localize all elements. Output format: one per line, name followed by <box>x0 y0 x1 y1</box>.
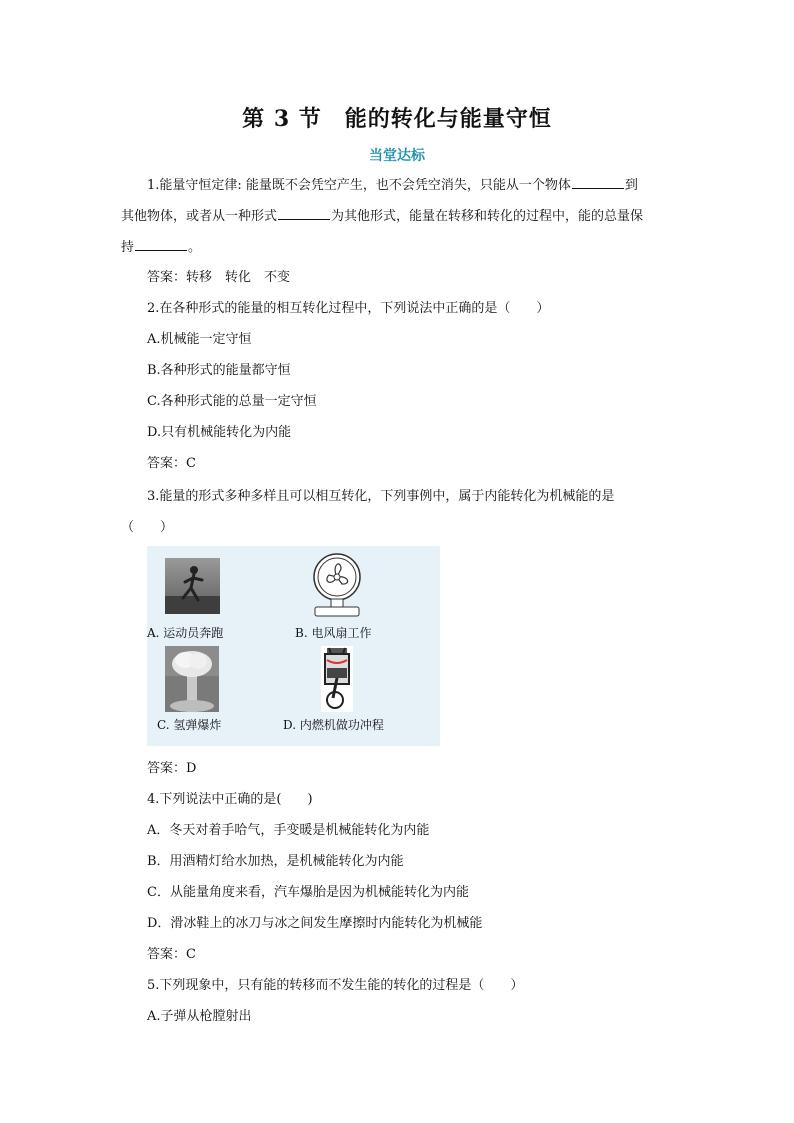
caption-a: A. 运动员奔跑 <box>147 626 224 640</box>
caption-b: B. 电风扇工作 <box>295 626 372 640</box>
q3-figure <box>147 546 440 746</box>
q1-text-6: 。 <box>188 240 202 255</box>
q4-option-d: D．滑冰鞋上的冰刀与冰之间发生摩擦时内能转化为机械能 <box>147 916 483 931</box>
q1-text-4: 为其他形式，能量在转移和转化的过程中，能的总量保 <box>331 209 644 224</box>
page-title: 第 3 节 能的转化与能量守恒 <box>242 106 552 132</box>
q1-blank-2 <box>278 207 330 220</box>
q2-stem: 2.在各种形式的能量的相互转化过程中，下列说法中正确的是（ ） <box>147 301 550 316</box>
q1-text-1: 1.能量守恒定律: 能量既不会凭空产生，也不会凭空消失，只能从一个物体 <box>147 178 571 193</box>
q4-answer: 答案：C <box>147 947 196 962</box>
bomb-explosion-photo <box>165 646 219 712</box>
caption-c: C. 氢弹爆炸 <box>157 718 222 732</box>
q5-stem: 5.下列现象中，只有能的转移而不发生能的转化的过程是（ ） <box>147 978 524 993</box>
q4-stem: 4.下列说法中正确的是( ) <box>147 792 313 807</box>
q2-option-b: B.各种形式的能量都守恒 <box>147 363 291 378</box>
engine-cylinder-icon <box>317 646 357 712</box>
q2-option-d: D.只有机械能转化为内能 <box>147 425 292 440</box>
q1-blank-3 <box>135 238 187 251</box>
q2-option-a: A.机械能一定守恒 <box>147 332 252 347</box>
q2-answer: 答案：C <box>147 456 196 471</box>
runner-photo <box>165 558 220 614</box>
q1-text-2: 到 <box>624 178 638 193</box>
q1-line-3 <box>121 238 201 257</box>
fan-icon <box>307 551 367 619</box>
q1-text-3: 其他物体，或者从一种形式 <box>121 209 278 224</box>
q4-option-c: C．从能量角度来看，汽车爆胎是因为机械能转化为内能 <box>147 885 469 900</box>
q5-option-a: A.子弹从枪膛射出 <box>147 1009 252 1024</box>
q3-paren: （ ） <box>121 520 174 535</box>
q3-stem: 3.能量的形式多种多样且可以相互转化，下列事例中，属于内能转化为机械能的是 <box>147 489 615 504</box>
caption-d: D. 内燃机做功冲程 <box>283 718 384 732</box>
section-subtitle: 当堂达标 <box>369 148 425 164</box>
q1-line-2 <box>121 207 643 226</box>
q1-text-5: 持 <box>121 240 135 255</box>
q1-blank-1 <box>572 176 624 189</box>
q4-option-b: B．用酒精灯给水加热，是机械能转化为内能 <box>147 854 404 869</box>
q1-answer: 答案：转移 转化 不变 <box>147 270 291 285</box>
q1-line-1 <box>147 176 638 195</box>
q4-option-a: A．冬天对着手哈气，手变暖是机械能转化为内能 <box>147 823 430 838</box>
q3-answer: 答案：D <box>147 761 197 776</box>
q2-option-c: C.各种形式能的总量一定守恒 <box>147 394 317 409</box>
